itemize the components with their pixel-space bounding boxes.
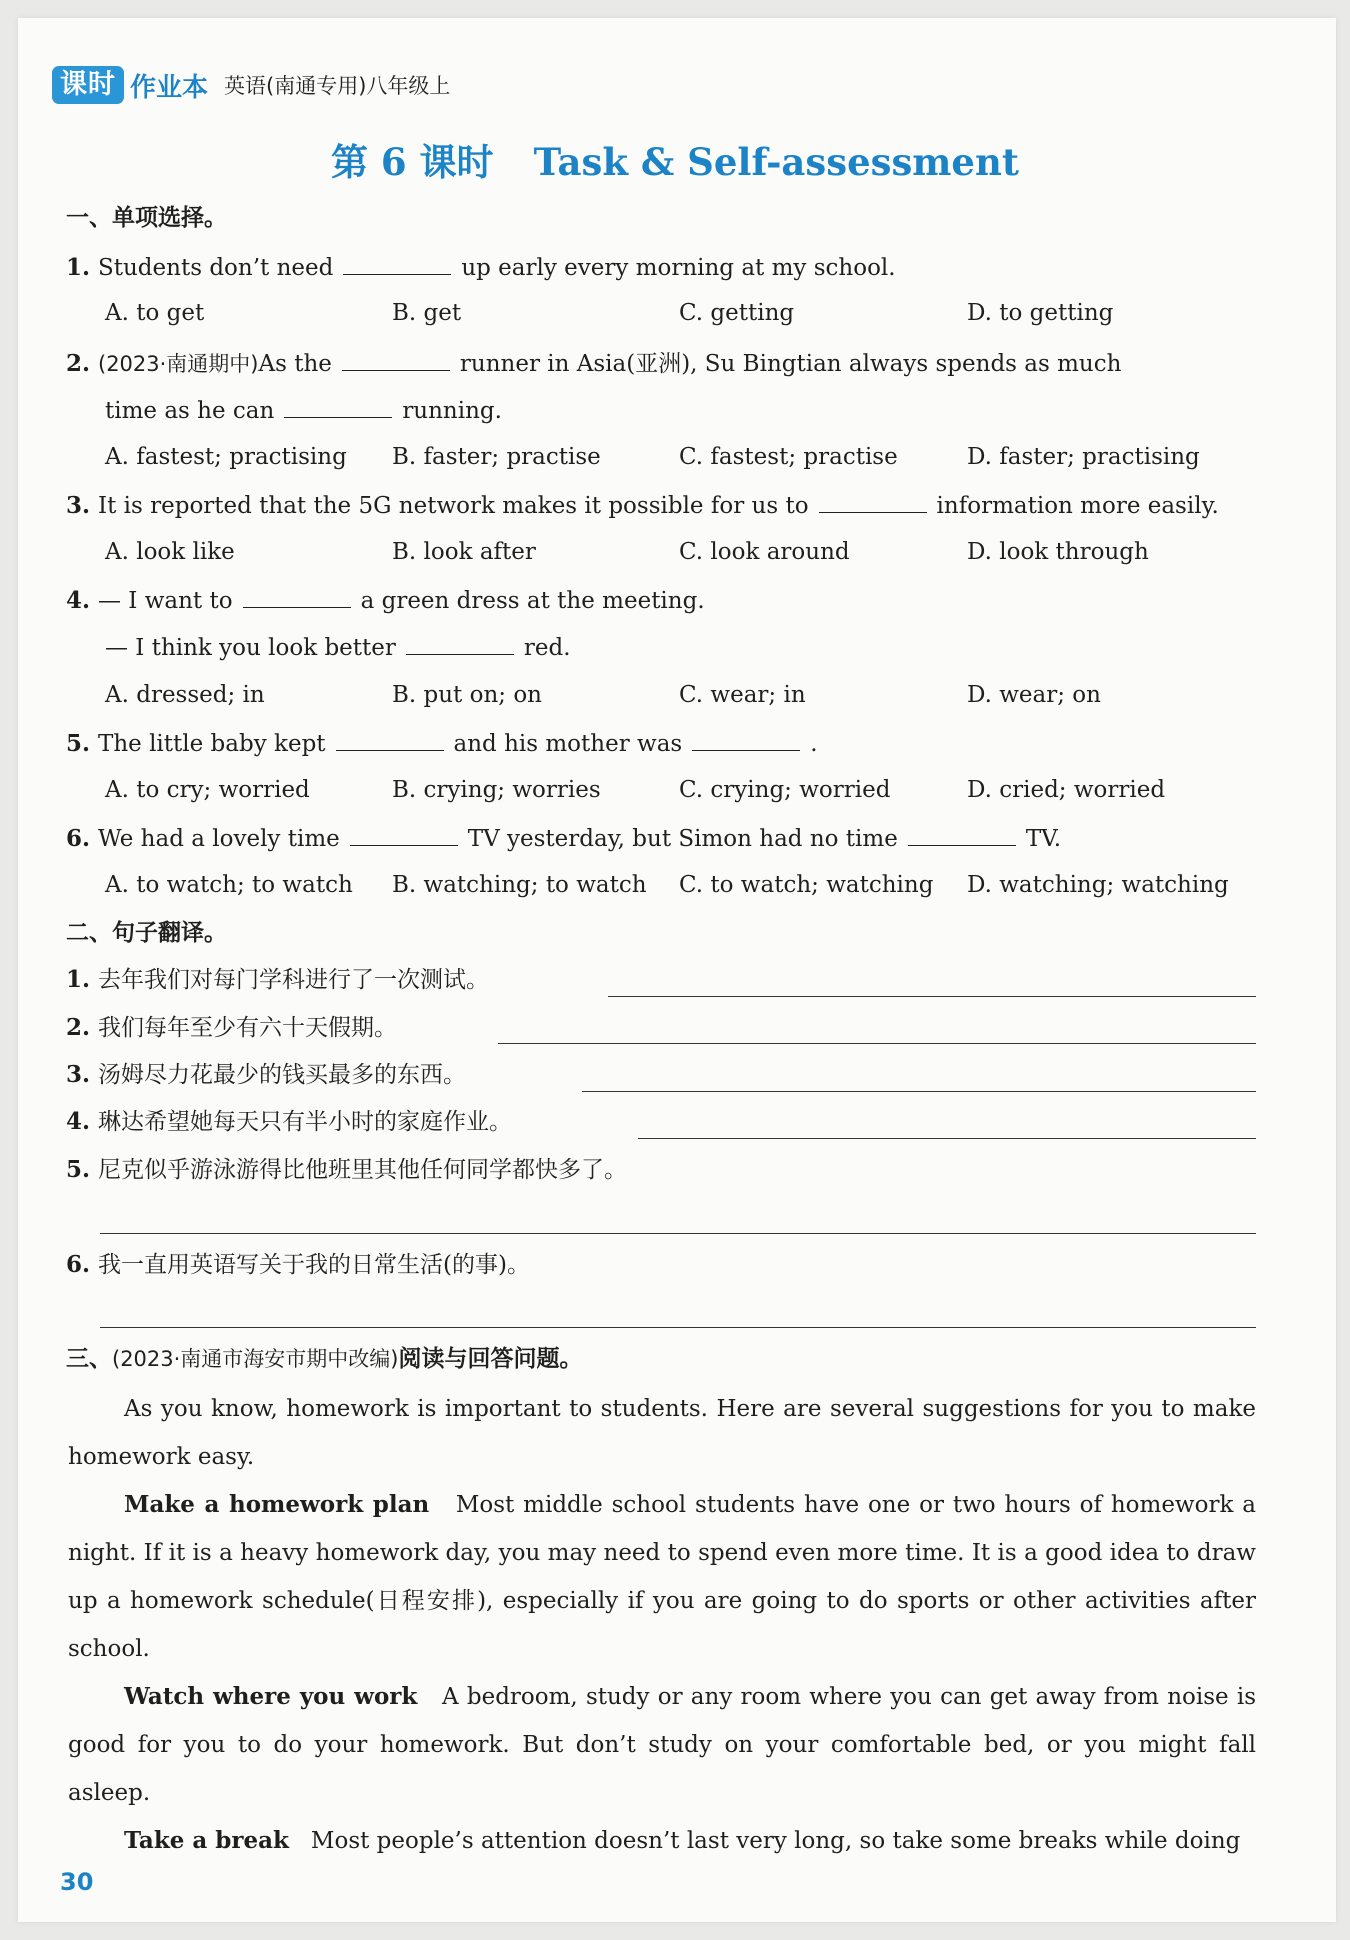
item-number: 4. bbox=[66, 1108, 91, 1135]
option-a[interactable]: A. to get bbox=[105, 300, 205, 326]
lesson-title-cn: 第 6 课时 bbox=[331, 140, 494, 184]
answer-line[interactable] bbox=[498, 1043, 1256, 1044]
item-number: 1. bbox=[66, 966, 91, 993]
paragraph-lead: Make a homework plan bbox=[124, 1491, 430, 1518]
answer-line[interactable] bbox=[100, 1233, 1256, 1234]
question-6 bbox=[66, 823, 1061, 854]
option-c[interactable]: C. wear; in bbox=[679, 682, 806, 708]
option-a[interactable]: A. to watch; to watch bbox=[105, 872, 353, 898]
question-text: TV. bbox=[1025, 826, 1062, 852]
question-text: and his mother was bbox=[453, 731, 683, 757]
translation-item-2 bbox=[66, 1013, 397, 1043]
answer-blank[interactable] bbox=[819, 490, 927, 513]
question-text: up early every morning at my school. bbox=[461, 255, 896, 281]
question-number: 4. bbox=[66, 587, 91, 614]
question-text: a green dress at the meeting. bbox=[360, 588, 705, 614]
option-d[interactable]: D. to getting bbox=[967, 300, 1114, 326]
translation-item-4 bbox=[66, 1107, 512, 1137]
section2-heading: 二、句子翻译。 bbox=[66, 920, 227, 946]
option-a[interactable]: A. to cry; worried bbox=[105, 777, 310, 803]
logo-text: 作业本 bbox=[130, 72, 209, 103]
question-text: Students don’t need bbox=[98, 255, 334, 281]
option-b[interactable]: B. get bbox=[392, 300, 462, 326]
question-2 bbox=[66, 348, 1121, 379]
question-source: (2023·南通期中) bbox=[98, 352, 259, 376]
option-d[interactable]: D. cried; worried bbox=[967, 777, 1166, 803]
paragraph-lead: Watch where you work bbox=[124, 1683, 418, 1710]
logo-badge: 课时 bbox=[52, 66, 124, 104]
answer-blank[interactable] bbox=[406, 632, 514, 655]
question-number: 3. bbox=[66, 492, 91, 519]
question-number: 1. bbox=[66, 254, 91, 281]
option-a[interactable]: A. fastest; practising bbox=[105, 444, 347, 470]
question-text: information more easily. bbox=[936, 493, 1219, 519]
page-number: 30 bbox=[60, 1868, 94, 1896]
translation-item-5 bbox=[66, 1155, 627, 1185]
item-text: 我们每年至少有六十天假期。 bbox=[98, 1015, 397, 1041]
question-text: The little baby kept bbox=[98, 731, 326, 757]
question-4-line2 bbox=[105, 632, 571, 663]
passage-paragraph bbox=[68, 1673, 1256, 1817]
item-text: 汤姆尽力花最少的钱买最多的东西。 bbox=[98, 1062, 466, 1088]
option-b[interactable]: B. look after bbox=[392, 539, 536, 565]
section3-heading bbox=[66, 1344, 583, 1374]
question-text: red. bbox=[523, 635, 571, 661]
answer-blank[interactable] bbox=[350, 823, 458, 846]
paragraph-text: Most middle school students have one or two hours of homework a night. If it is a heavy homework day, you may need to spend even more time. It is a good idea to draw up a homework schedule(日程安排), especially if you are going to do sports or other activities after school. bbox=[68, 1492, 1256, 1662]
option-b[interactable]: B. crying; worries bbox=[392, 777, 601, 803]
item-number: 2. bbox=[66, 1014, 91, 1041]
option-d[interactable]: D. watching; watching bbox=[967, 872, 1229, 898]
option-a[interactable]: A. dressed; in bbox=[105, 682, 265, 708]
answer-blank[interactable] bbox=[343, 252, 451, 275]
answer-blank[interactable] bbox=[284, 395, 392, 418]
passage-paragraph bbox=[68, 1385, 1256, 1481]
section3-prefix: 三、 bbox=[66, 1346, 112, 1372]
question-text: — I want to bbox=[98, 588, 233, 614]
passage-paragraph bbox=[68, 1817, 1256, 1865]
question-text: time as he can bbox=[105, 398, 275, 424]
page-header bbox=[52, 66, 450, 104]
translation-item-6 bbox=[66, 1250, 530, 1280]
question-text: running. bbox=[402, 398, 502, 424]
question-5 bbox=[66, 728, 818, 759]
option-c[interactable]: C. look around bbox=[679, 539, 850, 565]
option-b[interactable]: B. put on; on bbox=[392, 682, 542, 708]
paragraph-lead: Take a break bbox=[124, 1827, 289, 1854]
answer-blank[interactable] bbox=[336, 728, 444, 751]
section3-text: 阅读与回答问题。 bbox=[398, 1346, 583, 1372]
question-4 bbox=[66, 585, 705, 616]
question-text: It is reported that the 5G network makes it possible for us to bbox=[98, 493, 809, 519]
option-c[interactable]: C. to watch; watching bbox=[679, 872, 934, 898]
question-1 bbox=[66, 252, 896, 283]
question-2-line2 bbox=[105, 395, 502, 426]
answer-blank[interactable] bbox=[342, 348, 450, 371]
answer-blank[interactable] bbox=[243, 585, 351, 608]
question-text: . bbox=[810, 731, 818, 757]
section1-heading: 一、单项选择。 bbox=[66, 205, 227, 231]
paragraph-text: A bedroom, study or any room where you can get away from noise is good for you to do your homework. But don’t study on your comfortable bed, or you might fall asleep. bbox=[68, 1684, 1257, 1806]
translation-item-1 bbox=[66, 965, 489, 995]
answer-blank[interactable] bbox=[908, 823, 1016, 846]
paragraph-text: As you know, homework is important to students. Here are several suggestions for you to make homework easy. bbox=[68, 1396, 1256, 1470]
question-text: We had a lovely time bbox=[98, 826, 340, 852]
option-d[interactable]: D. wear; on bbox=[967, 682, 1101, 708]
item-number: 5. bbox=[66, 1156, 91, 1183]
question-number: 6. bbox=[66, 825, 91, 852]
item-number: 6. bbox=[66, 1251, 91, 1278]
item-text: 我一直用英语写关于我的日常生活(的事)。 bbox=[98, 1252, 530, 1278]
answer-line[interactable] bbox=[582, 1091, 1256, 1092]
question-text: As the bbox=[258, 351, 332, 377]
option-c[interactable]: C. fastest; practise bbox=[679, 444, 898, 470]
answer-blank[interactable] bbox=[692, 728, 800, 751]
option-c[interactable]: C. crying; worried bbox=[679, 777, 891, 803]
translation-item-3 bbox=[66, 1060, 466, 1090]
header-subtitle: 英语(南通专用)八年级上 bbox=[224, 74, 451, 98]
lesson-title-en: Task & Self-assessment bbox=[533, 140, 1019, 184]
publisher-logo bbox=[52, 66, 208, 104]
lesson-title bbox=[0, 132, 1350, 186]
option-b[interactable]: B. faster; practise bbox=[392, 444, 601, 470]
question-text: TV yesterday, but Simon had no time bbox=[467, 826, 898, 852]
item-number: 3. bbox=[66, 1061, 91, 1088]
question-3 bbox=[66, 490, 1219, 521]
item-text: 去年我们对每门学科进行了一次测试。 bbox=[98, 967, 489, 993]
item-text: 琳达希望她每天只有半小时的家庭作业。 bbox=[98, 1109, 512, 1135]
question-text: — I think you look better bbox=[105, 635, 396, 661]
reading-passage bbox=[68, 1385, 1256, 1865]
option-d[interactable]: D. faster; practising bbox=[967, 444, 1200, 470]
answer-line[interactable] bbox=[608, 996, 1256, 997]
question-number: 5. bbox=[66, 730, 91, 757]
answer-line[interactable] bbox=[100, 1327, 1256, 1328]
item-text: 尼克似乎游泳游得比他班里其他任何同学都快多了。 bbox=[98, 1157, 627, 1183]
option-a[interactable]: A. look like bbox=[105, 539, 235, 565]
passage-paragraph bbox=[68, 1481, 1256, 1673]
option-d[interactable]: D. look through bbox=[967, 539, 1149, 565]
option-c[interactable]: C. getting bbox=[679, 300, 795, 326]
question-number: 2. bbox=[66, 350, 91, 377]
question-text: runner in Asia(亚洲), Su Bingtian always spends as much bbox=[459, 351, 1122, 377]
answer-line[interactable] bbox=[638, 1138, 1256, 1139]
section3-source: (2023·南通市海安市期中改编) bbox=[112, 1347, 399, 1371]
option-b[interactable]: B. watching; to watch bbox=[392, 872, 647, 898]
paragraph-text: Most people’s attention doesn’t last very long, so take some breaks while doing bbox=[310, 1828, 1241, 1854]
